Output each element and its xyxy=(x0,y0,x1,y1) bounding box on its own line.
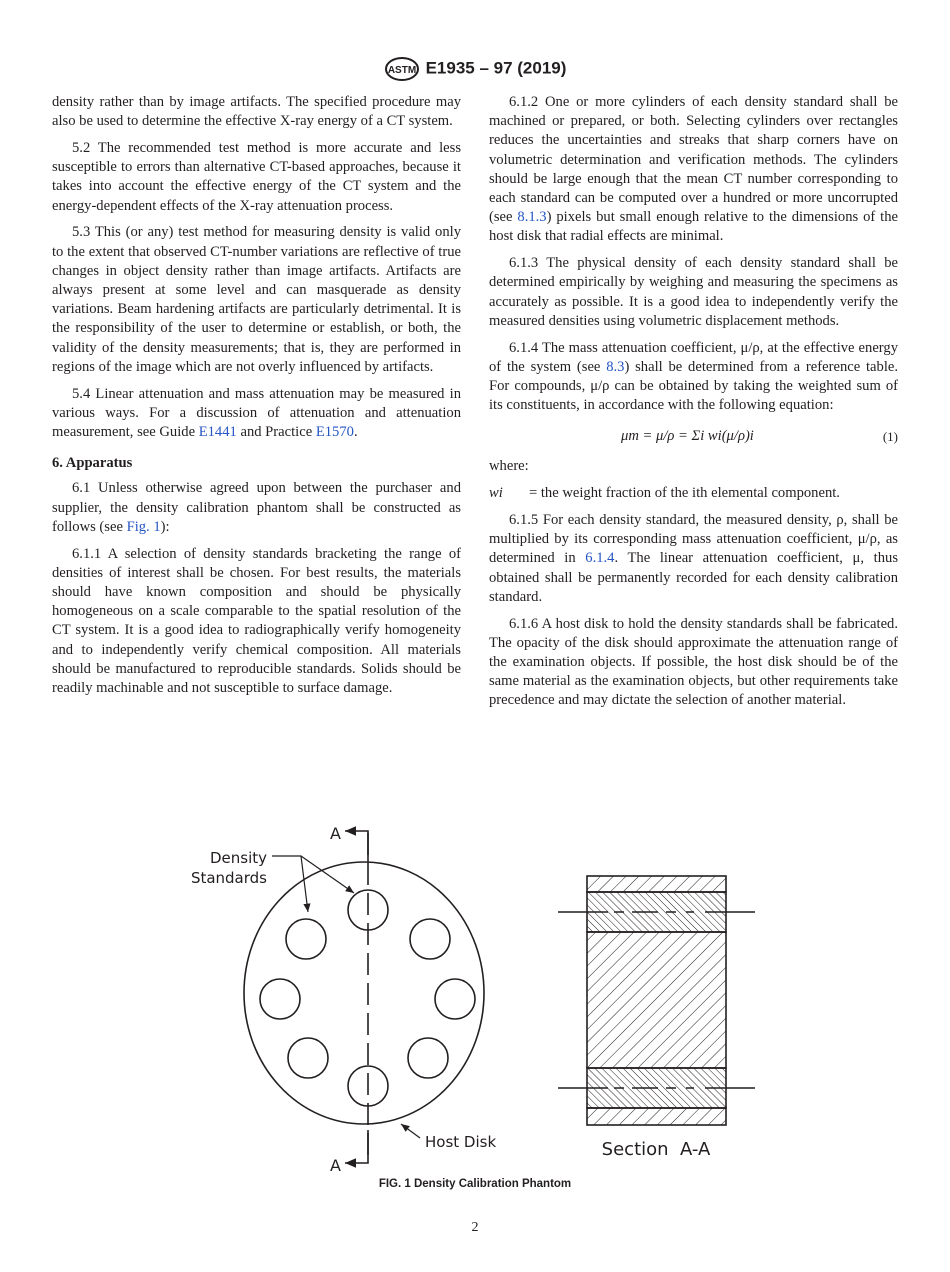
text: 6.1.5 For each density standard, the measured density, ρ, shall be multiplied by its corresponding mass attenuation coefficient, μ/ρ, as determined in xyxy=(489,512,898,567)
label-host-disk: Host Disk xyxy=(425,1133,497,1151)
host-disk xyxy=(244,862,484,1124)
link-8-3[interactable]: 8.3 xyxy=(606,358,625,375)
label-density: Density xyxy=(209,849,267,867)
link-fig-1[interactable]: Fig. 1 xyxy=(126,518,161,535)
section-a-a-drawing xyxy=(558,876,755,1125)
text: ) pixels but small enough relative to the dimensions of the host disk that radial effects are minimal. xyxy=(489,209,898,245)
label-a-top: A xyxy=(330,824,341,843)
text: . The linear attenuation coefficient, μ, thus obtained shall be permanently recorded for each density calibration standard. xyxy=(489,550,898,605)
label-standards: Standards xyxy=(190,869,267,887)
text: 6.1.2 One or more cylinders of each density standard shall be machined or prepared, or both. Selecting cylinders over rectangles reduces the uncertainties and streaks that sharp corners have on volumetric determination and verification methods. The cylinders should be large enough that the mean CT number corresponding to each standard can be computed over a hundred or more uncorrupted (see xyxy=(489,94,898,226)
paragraph-6-1-6: 6.1.6 A host disk to hold the density standards shall be fabricated. The opacity of the disk should approximate the attenuation range of the examination objects. If possible, the host disk should be of the same material as the examination objects, but other requirements take precedence and may dictate the selection of another material. xyxy=(489,615,898,709)
paragraph: density rather than by image artifacts. The specified procedure may also be used to determine the effective X-ray energy of a CT system. xyxy=(52,94,461,130)
text: 6.1 Unless otherwise agreed upon between the purchaser and supplier, the density calibration phantom shall be constructed as follows (see xyxy=(52,480,461,535)
link-6-1-4[interactable]: 6.1.4 xyxy=(585,550,615,567)
link-e1441[interactable]: E1441 xyxy=(198,424,237,441)
document-designation: E1935 – 97 (2019) xyxy=(425,58,567,78)
paragraph-5-3: 5.3 This (or any) test method for measuring density is valid only to the extent that observed CT-number variations are reflective of true changes in object density rather than image artifacts. Artifacts are always present at some level and can masquerade as density variations. Beam hardening artifacts are particularly detrimental. It is the responsibility of the user to determine or establish, or both, the validity of the density measurements; that is, they are performed in regions of the image which are not overly influenced by artifacts. xyxy=(52,224,461,375)
link-8-1-3[interactable]: 8.1.3 xyxy=(517,209,547,226)
section-heading-apparatus: 6. Apparatus xyxy=(52,455,133,472)
label-section-a-a: Section A-A xyxy=(601,1139,711,1160)
text: 5.4 Linear attenuation and mass attenuation may be measured in various ways. For a discussion of attenuation and attenuation measurement, see Guide xyxy=(52,385,461,441)
symbol: wi xyxy=(489,484,503,501)
text: . xyxy=(353,424,358,441)
text: and Practice xyxy=(236,424,316,441)
paragraph-6-1-3: 6.1.3 The physical density of each density standard shall be determined empirically by weighing and measuring the specimens as accurately as possible. It is a good idea to independently verify the measured densities using volumetric displacement methods. xyxy=(489,255,898,329)
label-a-bottom: A xyxy=(330,1156,341,1175)
host-disk-drawing xyxy=(244,831,484,1163)
text: 6.1.4 The mass attenuation coefficient, μ/ρ, at the effective energy of the system (see xyxy=(489,339,898,375)
figure-caption: FIG. 1 Density Calibration Phantom xyxy=(378,1178,572,1190)
text: ): xyxy=(160,518,170,535)
where-label: where: xyxy=(489,458,529,475)
equation-formula: μm = μ/ρ = Σi wi(μ/ρ)i xyxy=(621,428,754,445)
link-e1570[interactable]: E1570 xyxy=(315,424,354,441)
svg-text:ASTM: ASTM xyxy=(387,65,416,76)
definition: = the weight fraction of the ith elemental component. xyxy=(529,484,840,501)
paragraph-6-1-1: 6.1.1 A selection of density standards bracketing the range of densities of interest shall be chosen. For best results, the materials should have known composition and should be physically homogeneous on a scale comparable to the spatial resolution of the CT system. It is a good idea to radiographically verify homogeneity and to independently verify chemical composition. All materials should be manufactured to reproducible standards. Solids should be readily machinable and not susceptible to surface damage. xyxy=(52,545,461,697)
page-number: 2 xyxy=(471,1220,479,1235)
equation-number: (1) xyxy=(882,429,898,445)
paragraph-5-2: 5.2 The recommended test method is more accurate and less susceptible to errors than alternative CT-based approaches, because it takes into account the effective energy of the CT system and the energy-dependent effects of the X-ray attenuation process. xyxy=(52,140,461,214)
text: ) shall be determined from a reference table. For compounds, μ/ρ can be obtained by taking the weighted sum of its constituents, in accordance with the following equation: xyxy=(489,358,899,414)
